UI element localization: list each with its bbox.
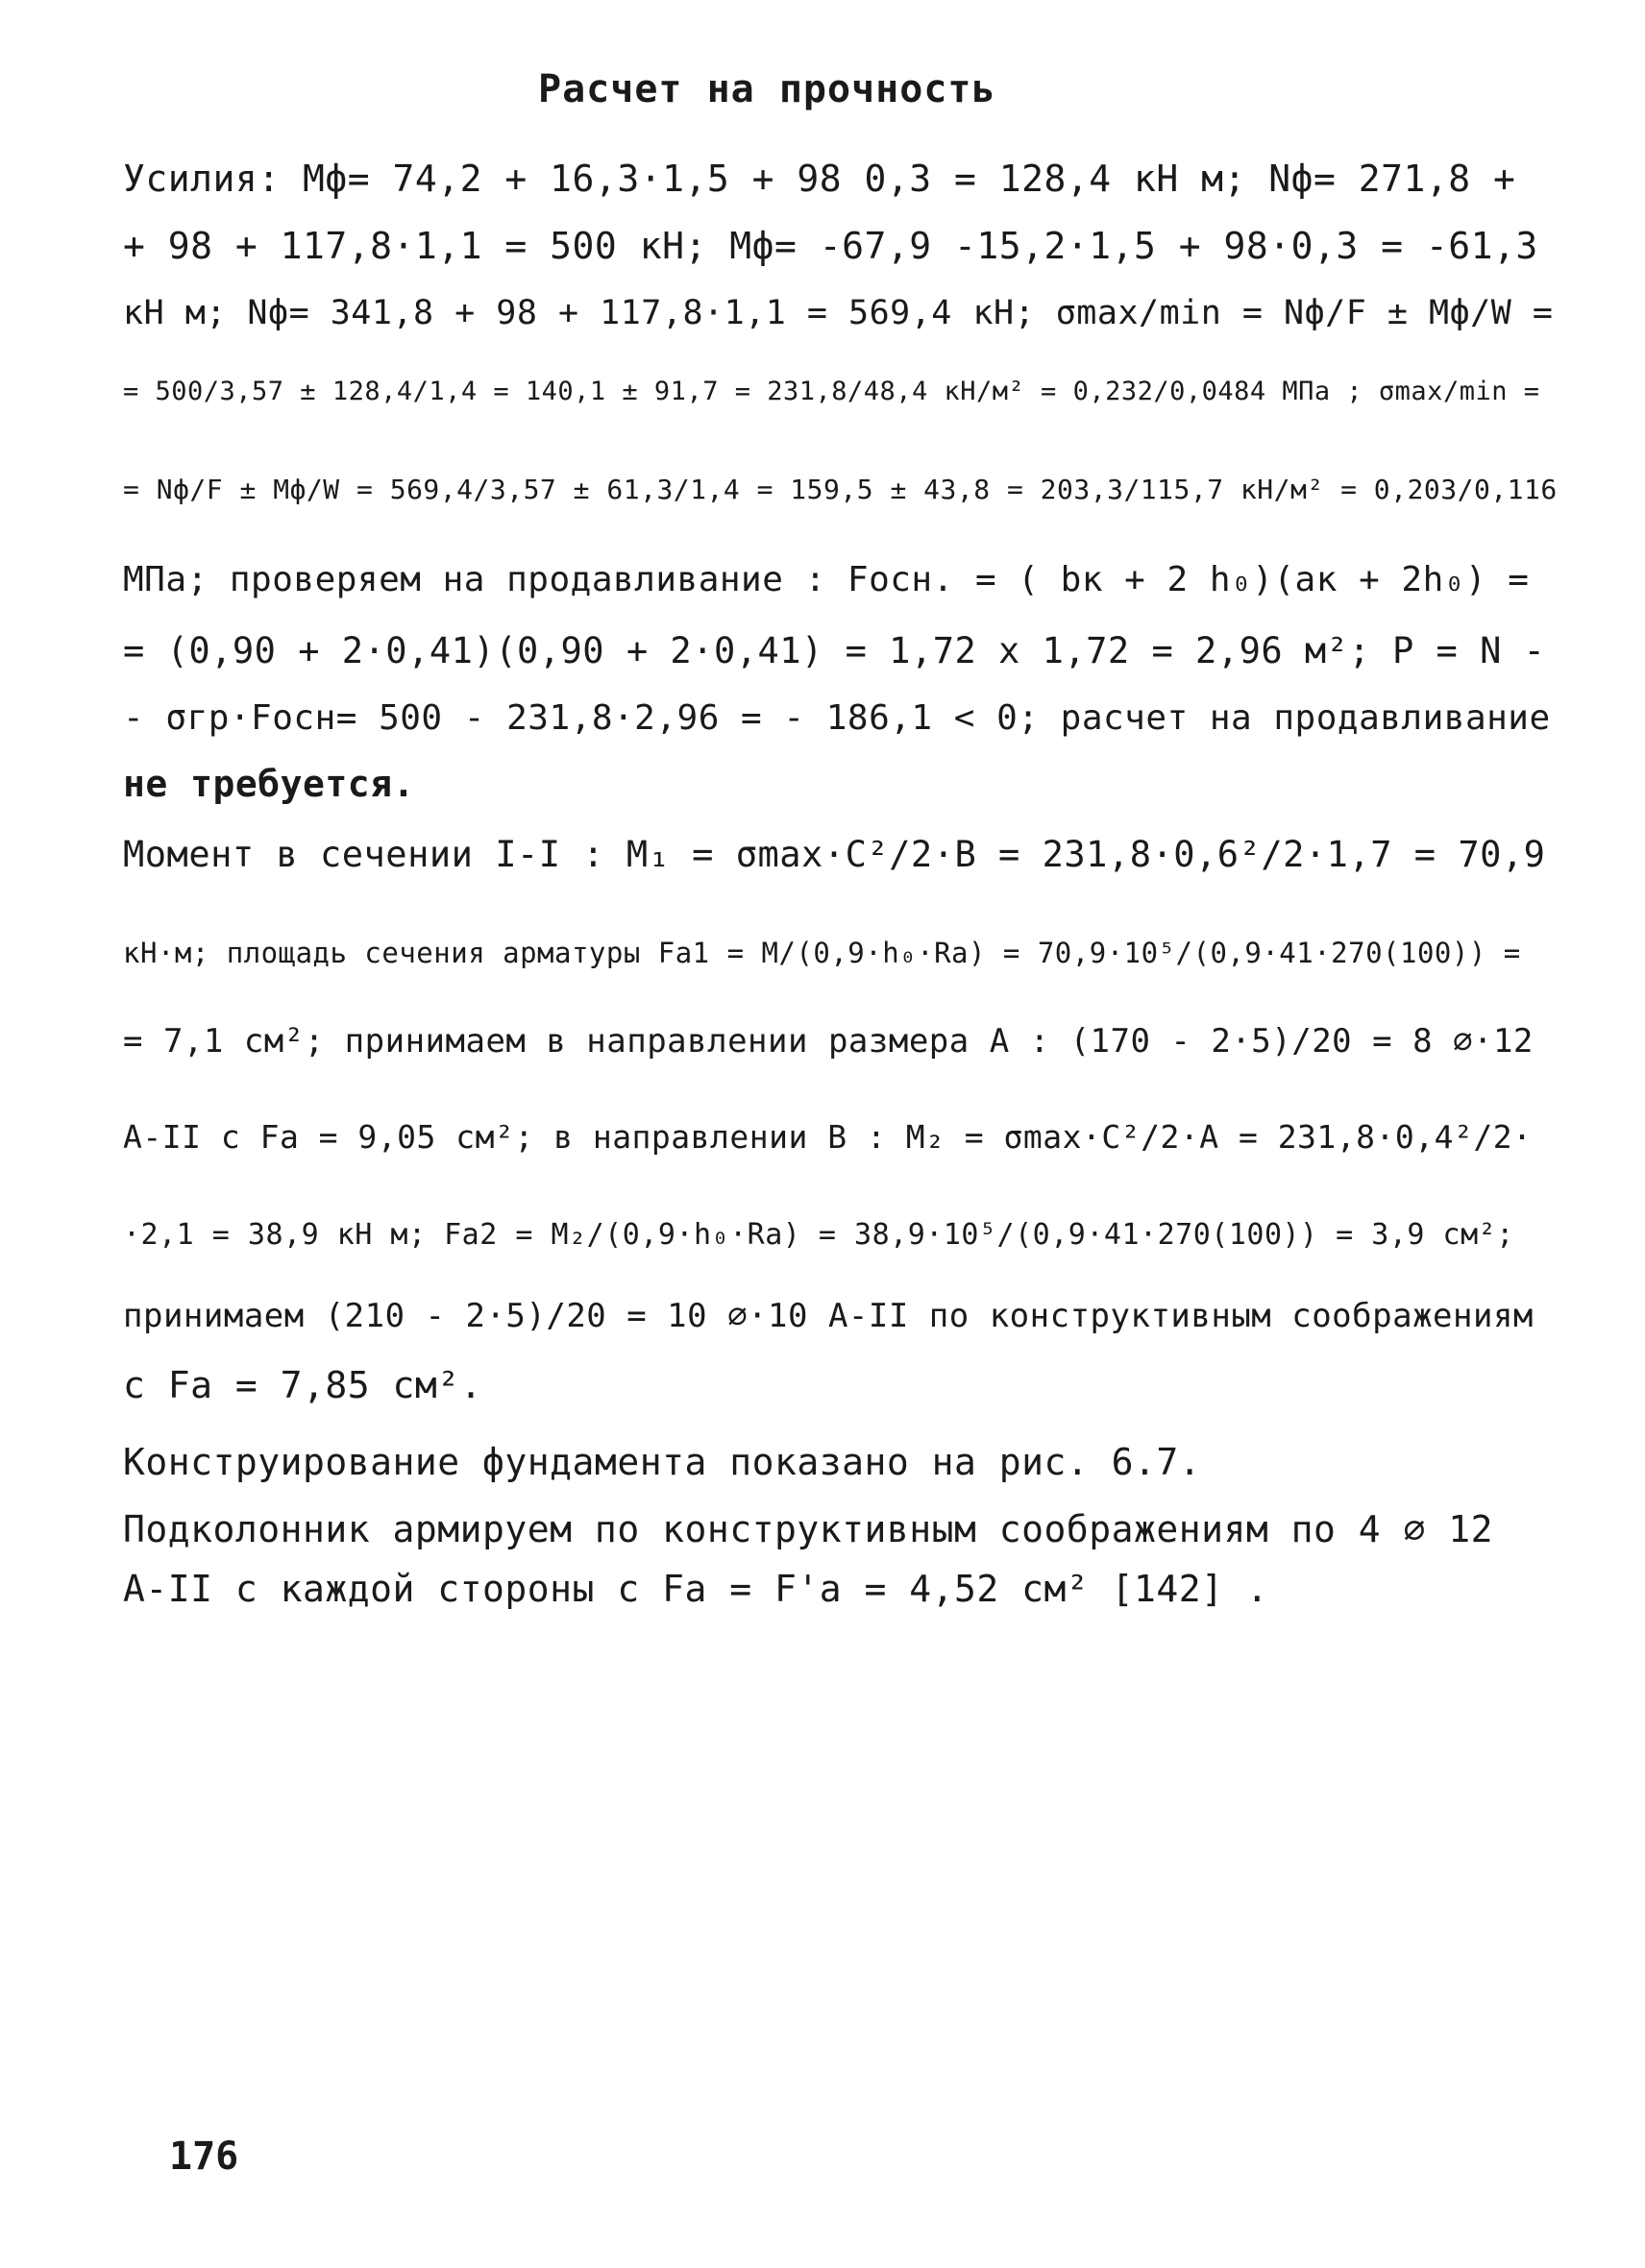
text-line-4: = 500/3,57 ± 128,4/1,4 = 140,1 ± 91,7 = 231,8/48,4 кН/м² = 0,232/0,0484 МПа ; σmax/min =	[123, 377, 1540, 406]
text-line-10: Момент в сечении I-I : M₁ = σmax·C²/2·B = 231,8·0,6²/2·1,7 = 70,9	[123, 834, 1546, 875]
text-line-15: принимаем (210 - 2·5)/20 = 10 ⌀·10 A-II по конструктивным соображениям	[123, 1297, 1534, 1335]
text-line-3: кН м; Nф= 341,8 + 98 + 117,8·1,1 = 569,4 кН; σmax/min = Nф/F ± Mф/W =	[123, 294, 1554, 332]
text-line-1: Усилия: Mф= 74,2 + 16,3·1,5 + 98 0,3 = 128,4 кН м; Nф= 271,8 +	[123, 158, 1516, 200]
text-line-11: кН·м; площадь сечения арматуры Fa1 = M/(0,9·h₀·Ra) = 70,9·10⁵/(0,9·41·270(100)) =	[123, 937, 1521, 969]
text-line-2: + 98 + 117,8·1,1 = 500 кН; Mф= -67,9 -15,2·1,5 + 98·0,3 = -61,3	[123, 225, 1538, 267]
text-line-18: Подколонник армируем по конструктивным соображениям по 4 ⌀ 12	[123, 1508, 1494, 1550]
text-line-19: A-II с каждой стороны с Fa = F'a = 4,52 см² [142] .	[123, 1568, 1269, 1610]
text-line-9: не требуется.	[123, 763, 415, 805]
text-line-8: - σгр·Fосн= 500 - 231,8·2,96 = - 186,1 < 0; расчет на продавливание	[123, 698, 1551, 738]
text-line-6: МПа; проверяем на продавливание : Fосн. = ( bк + 2 h₀)(aк + 2h₀) =	[123, 560, 1530, 599]
text-line-7: = (0,90 + 2·0,41)(0,90 + 2·0,41) = 1,72 x 1,72 = 2,96 м²; P = N -	[123, 630, 1546, 671]
page-title: Расчет на прочность	[538, 67, 996, 111]
text-line-16: с Fa = 7,85 см².	[123, 1364, 483, 1406]
text-line-13: A-II с Fa = 9,05 см²; в направлении B : M₂ = σmax·C²/2·A = 231,8·0,4²/2·	[123, 1118, 1533, 1156]
text-line-14: ·2,1 = 38,9 кН м; Fa2 = M₂/(0,9·h₀·Ra) = 38,9·10⁵/(0,9·41·270(100)) = 3,9 см²;	[123, 1218, 1514, 1252]
page-number: 176	[169, 2134, 239, 2179]
text-line-12: = 7,1 см²; принимаем в направлении размера A : (170 - 2·5)/20 = 8 ⌀·12	[123, 1022, 1534, 1061]
text-line-17: Конструирование фундамента показано на рис. 6.7.	[123, 1441, 1202, 1483]
text-line-5: = Nф/F ± Mф/W = 569,4/3,57 ± 61,3/1,4 = 159,5 ± 43,8 = 203,3/115,7 кН/м² = 0,203/0,116	[123, 474, 1558, 505]
